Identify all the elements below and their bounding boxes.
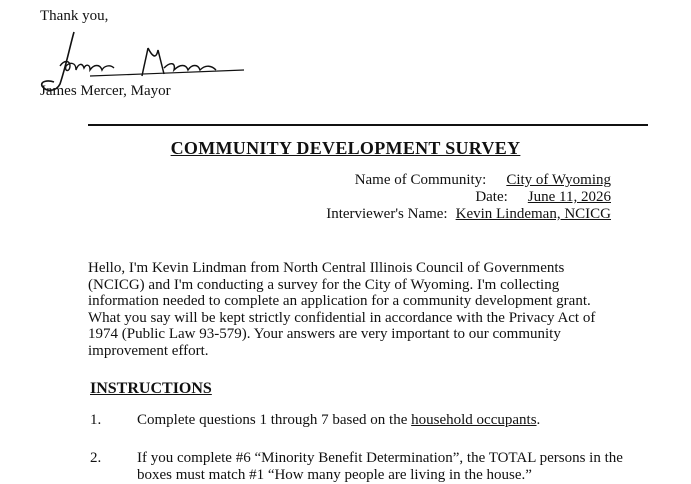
meta-value: Kevin Lindeman, NCICG [455,206,611,222]
instruction-text-emphasis: household occupants [411,412,537,428]
instruction-line: If you complete #6 “Minority Benefit Determination”, the TOTAL persons in the [137,450,623,466]
letter-closing: Thank you, [40,8,109,24]
meta-row-community [326,172,611,189]
meta-row-interviewer [326,206,611,223]
meta-label: Name of Community: [354,172,487,188]
section-divider [88,124,648,126]
instruction-line: boxes must match #1 “How many people are living in the house.” [137,467,532,483]
survey-meta [326,172,611,223]
intro-line: Hello, I'm Kevin Lindman from North Central Illinois Council of Governments [88,260,565,276]
meta-label: Interviewer's Name: [326,206,448,222]
survey-title: COMMUNITY DEVELOPMENT SURVEY [170,138,521,158]
meta-label: Date: [475,189,508,205]
meta-value: June 11, 2026 [527,189,611,205]
instruction-number: 2. [90,450,102,466]
instruction-text [137,412,647,429]
instruction-text-part: Complete questions 1 through 7 based on the [137,412,412,428]
instruction-text [137,450,647,484]
instruction-number: 1. [90,412,102,428]
meta-row-date [326,189,611,206]
instructions-heading: INSTRUCTIONS [90,380,212,397]
intro-line: What you say will be kept strictly confidential in accordance with the Privacy Act of [88,309,596,326]
intro-line: improvement effort. [88,342,209,359]
signer-name: James Mercer, Mayor [40,83,171,99]
intro-line: 1974 (Public Law 93-579). Your answers are very important to our community [88,326,561,342]
meta-value: City of Wyoming [506,172,611,188]
intro-paragraph [88,260,608,359]
intro-line: (NCICG) and I'm conducting a survey for the City of Wyoming. I'm collecting [88,276,560,293]
instruction-text-part: . [536,412,541,428]
intro-line: information needed to complete an application for a community development grant. [88,293,591,309]
